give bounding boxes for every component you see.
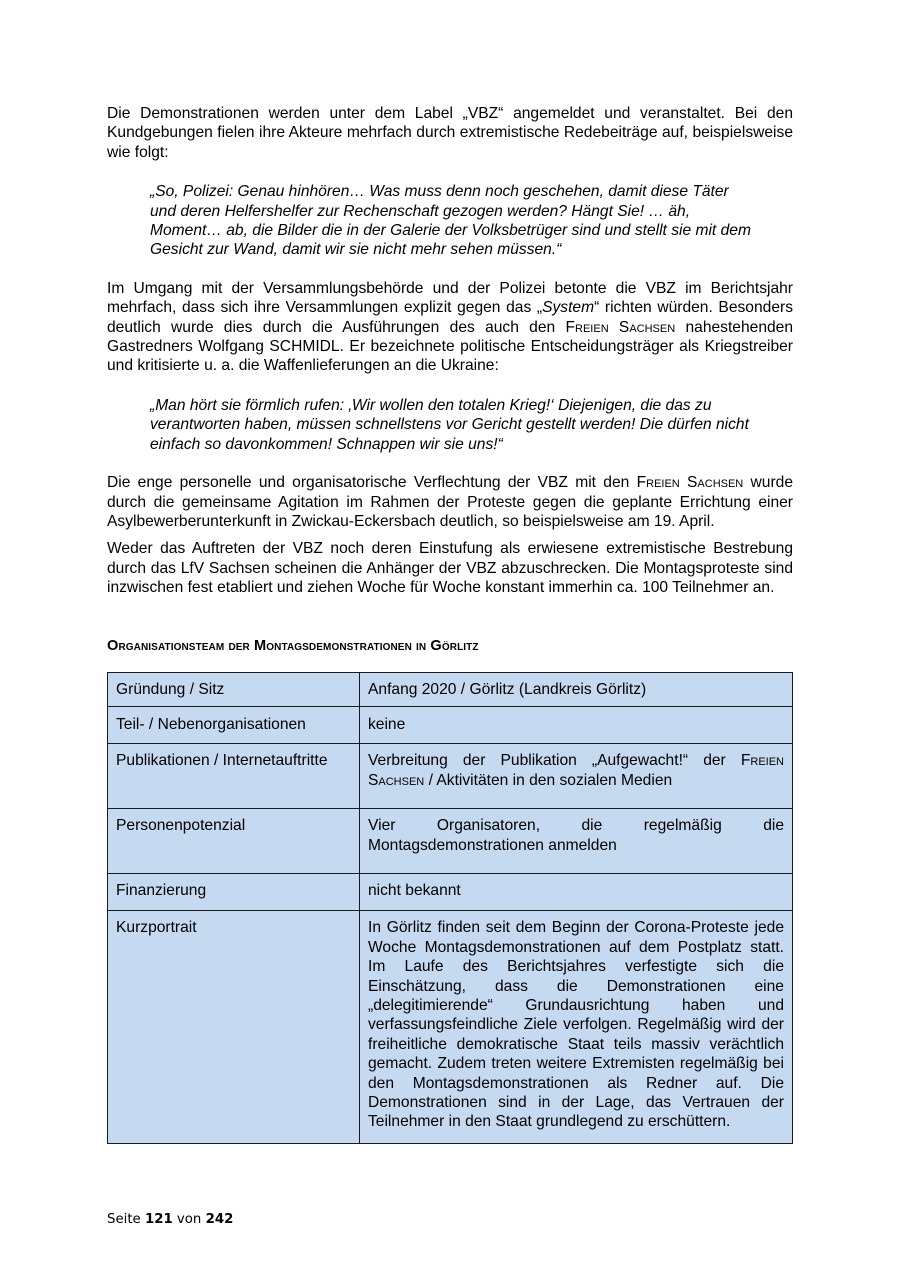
publications-org: Freien Sachsen [368,752,784,789]
quote-2: „Man hört sie förmlich rufen: ‚Wir wollen den totalen Krieg!‘ Diejenigen, die das zu verantworten haben, müssen schnellstens vor Gericht gestellt werden! Die dürfen nicht einfach so davonkommen! Schnappen wir sie uns!“ [150,396,749,453]
footer-prefix: Seite [107,1212,145,1227]
row-value-portrait: In Görlitz finden seit dem Beginn der Corona-Proteste jede Woche Montagsdemonstrationen auf dem Postplatz statt. Im Laufe des Berichtsjahres verfestigte sich die Einschätzung, dass die Demonstrationen eine „delegitimierende“ Grundausrichtung haben und verfassungsfeindliche Ziele verfolgen. Regelmäßig wird der freiheitliche demokratische Staat teils massiv verächtlich gemacht. Zudem treten weitere Extremisten regelmäßig bei den Montagsdemonstrationen als Redner auf. Die Demonstrationen sind in der Lage, das Vertrauen der Teilnehmer in den Staat grundlegend zu erschüttern. [360,911,793,1143]
row-value-founding: Anfang 2020 / Görlitz (Landkreis Görlitz) [360,672,793,706]
footer-page-number: 121 [144,1212,173,1227]
table-row [108,744,793,809]
row-label-financing: Finanzierung [108,873,360,910]
paragraph-2-system: System [542,299,595,317]
row-label-founding: Gründung / Sitz [108,672,360,706]
paragraph-2-text-b: “ richten würden. Besonders deutlich wurde dies durch die Ausführungen des auch den [107,299,793,336]
row-label-suborganizations: Teil- / Nebenorganisationen [108,706,360,743]
row-label-publications: Publikationen / Internetauftritte [108,744,360,809]
page-content [107,104,793,1144]
row-label-portrait: Kurzportrait [108,911,360,1143]
paragraph-3-text-a: Die enge personelle und organisatorische Verflechtung der VBZ mit den [107,474,637,492]
table-row [108,873,793,910]
paragraph-3 [107,473,793,531]
row-value-publications [360,744,793,809]
page-footer [107,1212,233,1227]
table-row [108,809,793,874]
publications-text-a: Verbreitung der Publikation „Aufgewacht!“ der [368,752,741,770]
paragraph-2-text-a: Im Umgang mit der Versammlungsbehörde und der Polizei betonte die VBZ im Berichtsjahr mehrfach, dass sich ihre Versammlungen explizit gegen das „ [107,279,793,317]
table-row [108,706,793,743]
row-value-suborganizations: keine [360,706,793,743]
row-label-personnel: Personenpotenzial [108,809,360,874]
info-table [107,672,793,1144]
paragraph-2 [107,279,793,376]
section-heading: Organisationsteam der Montagsdemonstrationen in Görlitz [107,637,479,654]
footer-middle: von [172,1212,206,1227]
table-row [108,911,793,1143]
paragraph-3-org: Freien Sachsen [636,474,744,492]
paragraph-3-text-b: wurde durch die gemeinsame Agitation im Rahmen der Proteste gegen die geplante Errichtung einer Asylbewerberunterkunft in Zwickau-Eckersbach deutlich, so beispielsweise am 19. April. [107,474,794,530]
paragraph-4: Weder das Auftreten der VBZ noch deren Einstufung als erwiesene extremistische Bestrebung durch das LfV Sachsen scheinen die Anhänger der VBZ abzuschrecken. Die Montagsproteste sind inzwischen fest etabliert und ziehen Woche für Woche konstant immerhin ca. 100 Teilnehmer an. [107,540,793,597]
paragraph-2-text-c: nahestehenden Gastredners Wolfgang SCHMIDL. Er bezeichnete politische Entscheidungsträger als Kriegstreiber und kritisierte u. a. die Waffenlieferungen an die Ukraine: [107,318,794,375]
footer-page-total: 242 [205,1212,234,1227]
paragraph-2-org: Freien Sachsen [565,318,676,336]
row-value-personnel: Vier Organisatoren, die regelmäßig die Montagsdemonstrationen anmelden [360,809,793,874]
paragraph-1: Die Demonstrationen werden unter dem Label „VBZ“ angemeldet und veranstaltet. Bei den Kundgebungen fielen ihre Akteure mehrfach durch extremistische Redebeiträge auf, beispielsweise wie folgt: [107,105,793,161]
quote-1: „So, Polizei: Genau hinhören… Was muss denn noch geschehen, damit diese Täter und deren Helfershelfer zur Rechenschaft gezogen werden? Hängt Sie! … äh, Moment… ab, die Bilder die in der Galerie der Volksbetrüger sind und stellt sie mit dem Gesicht zur Wand, damit wir sie nicht mehr sehen müssen.“ [150,183,751,259]
row-value-financing: nicht bekannt [360,873,793,910]
publications-text-b: / Aktivitäten in den sozialen Medien [424,771,673,789]
table-row [108,672,793,706]
